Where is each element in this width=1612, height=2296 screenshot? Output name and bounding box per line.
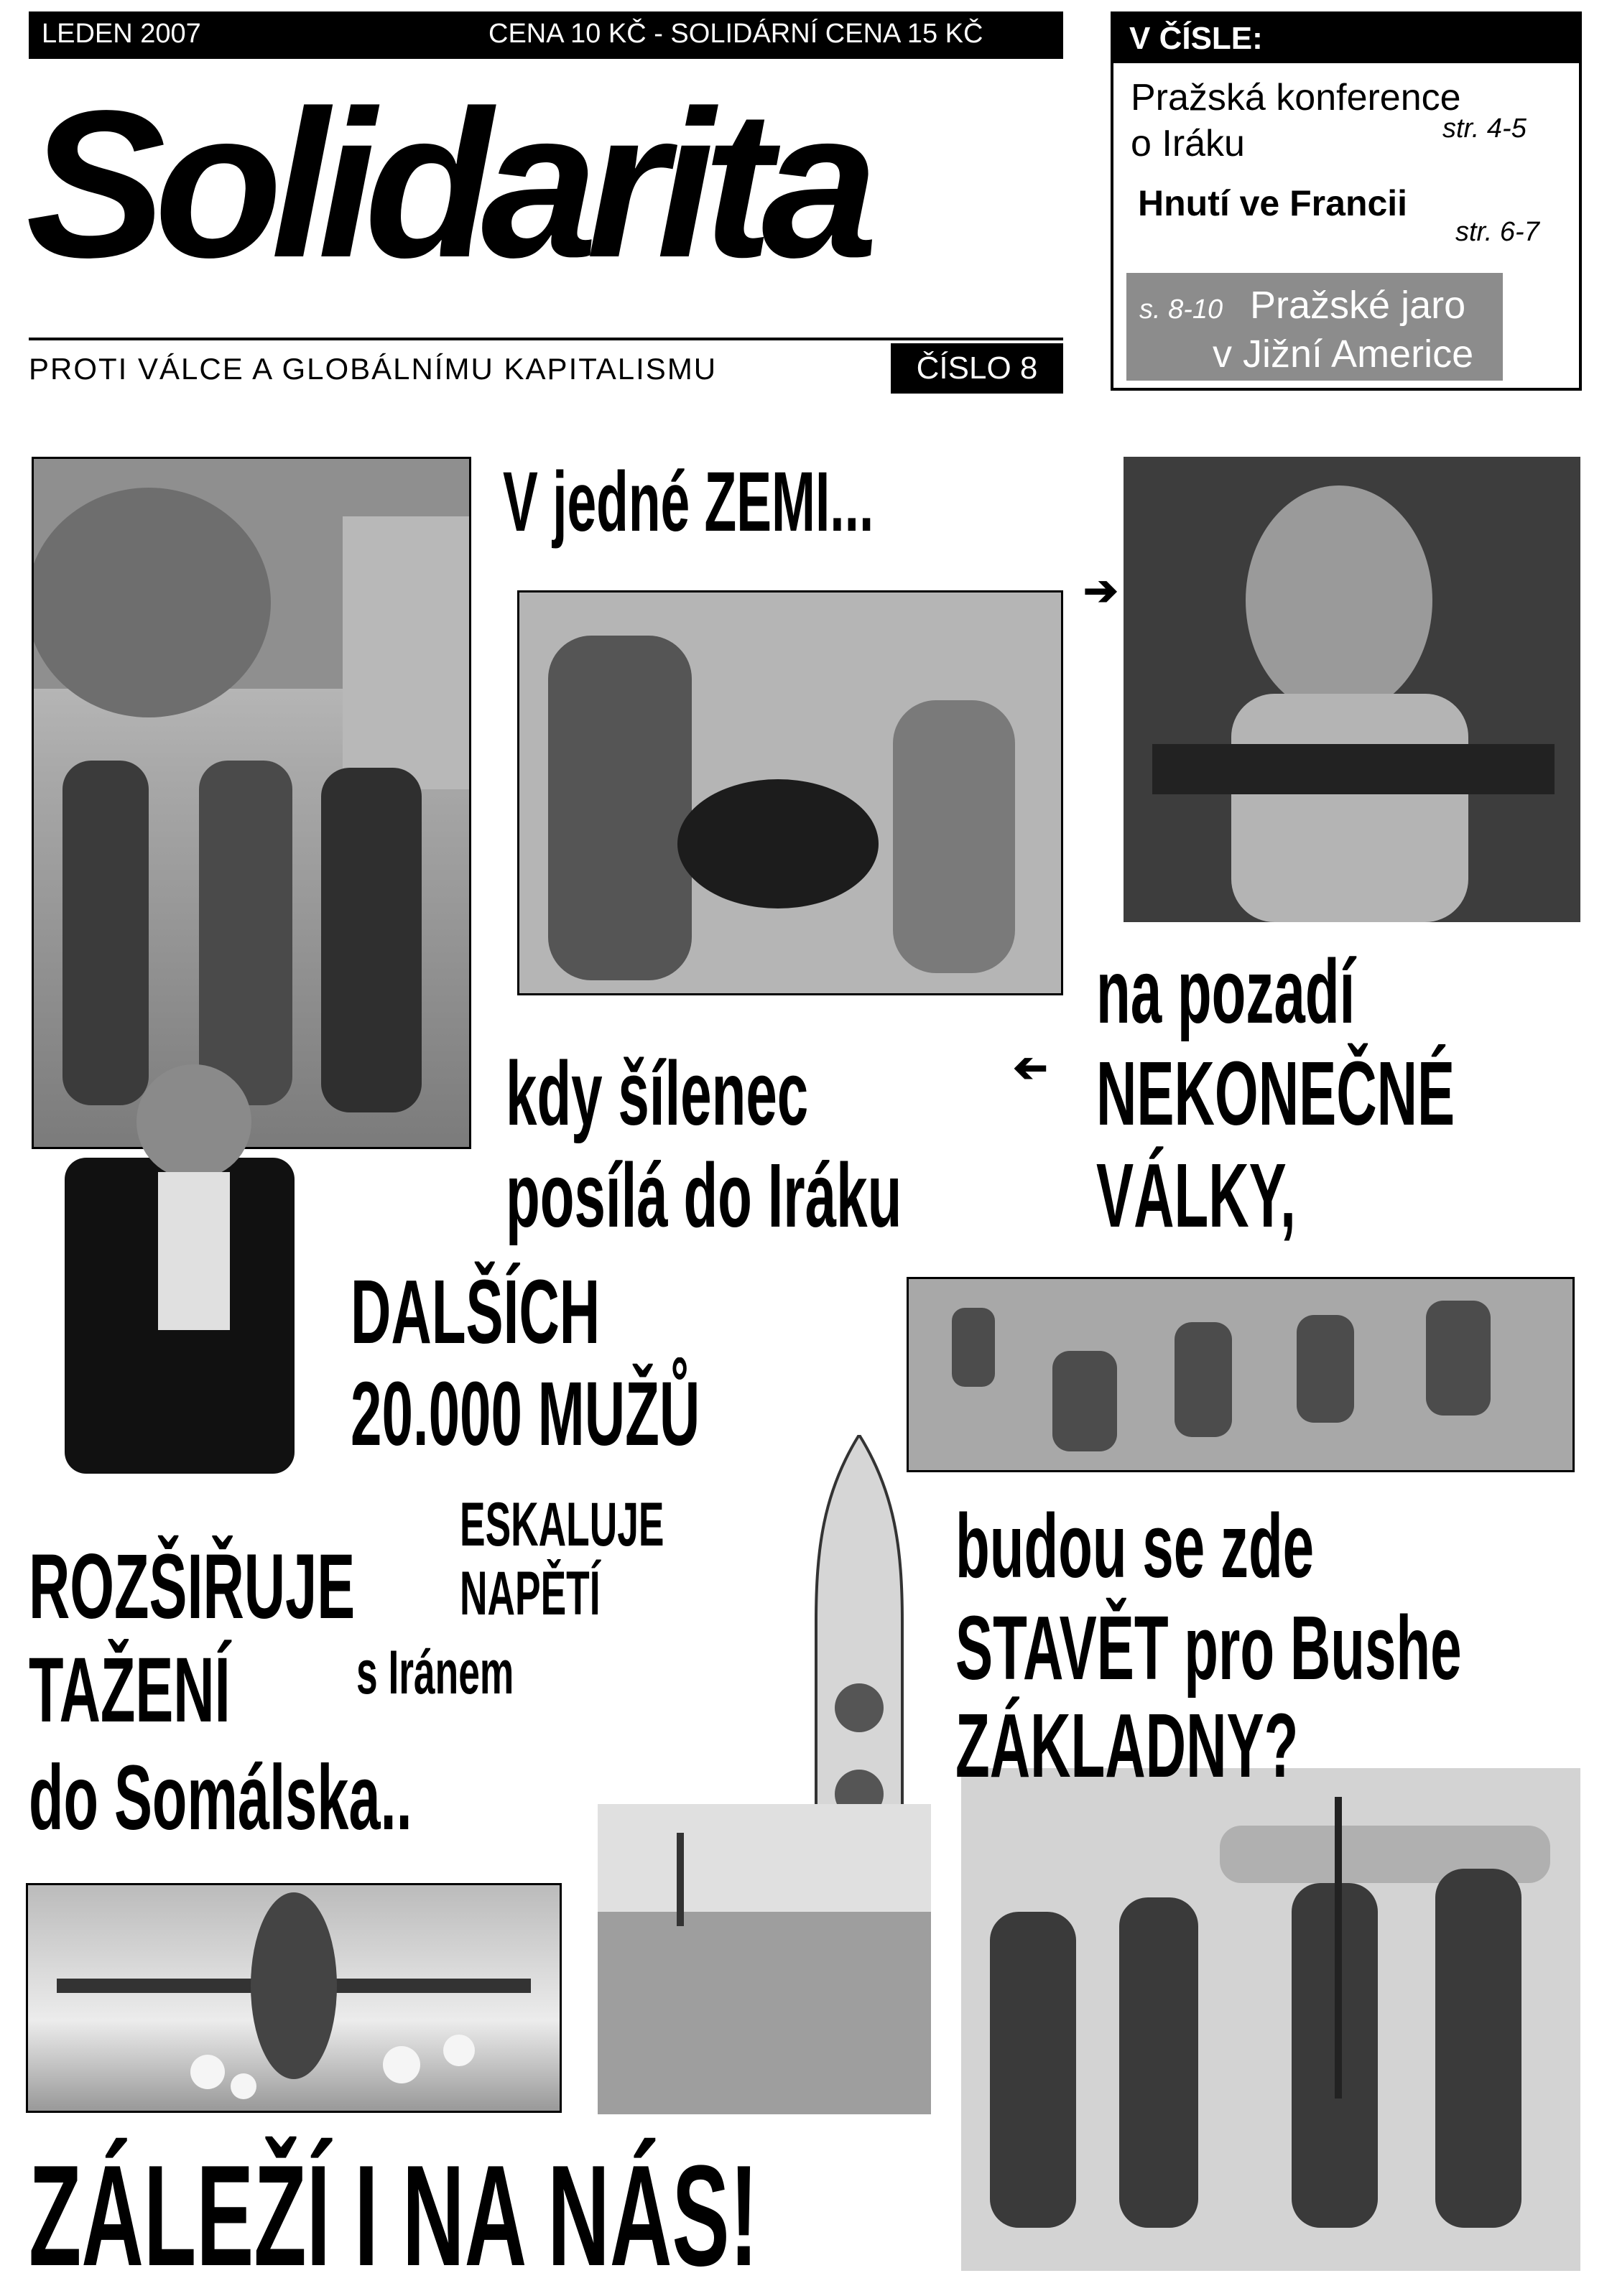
contents-item3-line2: v Jižní Americe	[1213, 333, 1474, 376]
headline-rozsiruje: ROZŠIŘUJE	[29, 1535, 356, 1638]
protest-illustration	[961, 1768, 1580, 2271]
headline-dalsich: DALŠÍCH	[351, 1261, 601, 1362]
soldier-dog-illustration	[519, 592, 1061, 993]
headline-s-iranem: s Iránem	[356, 1638, 514, 1707]
launch-site-photo	[598, 1804, 931, 2114]
headline-nekonecne: NEKONEČNÉ	[1096, 1043, 1455, 1144]
arrow-left-icon: ➔	[1013, 1044, 1048, 1091]
headline-na-pozadi: na pozadí	[1096, 941, 1356, 1042]
tagline-row	[29, 338, 1063, 395]
headline-valky: VÁLKY,	[1096, 1145, 1296, 1246]
headline-stavet-pro-bushe: STAVĚT pro Bushe	[955, 1597, 1462, 1698]
contents-item3-box	[1126, 273, 1503, 381]
contents-item1-line1: Pražská konference	[1131, 77, 1461, 118]
logo: Solidarita	[26, 67, 867, 301]
tagline: PROTI VÁLCE A GLOBÁLNÍMU KAPITALISMU	[29, 352, 718, 386]
contents-item1-pages: str. 4-5	[1442, 113, 1527, 144]
bush-illustration	[50, 1043, 323, 1488]
aircraft-illustration	[28, 1885, 560, 2111]
headline-kdy-silenec: kdy šílenec	[506, 1043, 809, 1144]
bush-seated-photo	[50, 1043, 323, 1488]
headline-do-somalska: do Somálska..	[29, 1747, 412, 1849]
protest-photo	[961, 1768, 1580, 2271]
masthead-bar	[29, 11, 1063, 59]
detainee-illustration	[1124, 457, 1580, 922]
contents-box	[1111, 11, 1582, 391]
contents-item3-pages: s. 8-10	[1139, 294, 1223, 325]
hooded-detainee-photo	[1124, 457, 1580, 922]
contents-item2-title: Hnutí ve Francii	[1138, 183, 1408, 223]
headline-posila-do-iraku: posílá do Iráku	[506, 1145, 902, 1246]
launch-site-illustration	[598, 1804, 931, 2114]
headline-napeti: NAPĚTÍ	[460, 1559, 601, 1628]
footer-headline: ZÁLEŽÍ I NA NÁS!	[29, 2136, 759, 2296]
headline-tazeni: TAŽENÍ	[29, 1639, 231, 1742]
soldier-dog-prisoner-photo	[517, 590, 1063, 995]
headline-v-jedne-zemi: V jedné ZEMI...	[503, 455, 874, 549]
boots-illustration	[909, 1279, 1572, 1470]
contents-item2-pages: str. 6-7	[1455, 217, 1539, 247]
contents-item3-line1: Pražské jaro	[1250, 284, 1466, 327]
military-aircraft-photo	[26, 1883, 562, 2113]
contents-item1-line2: o Iráku	[1131, 123, 1245, 164]
marching-boots-photo	[907, 1277, 1575, 1472]
price: CENA 10 KČ - SOLIDÁRNÍ CENA 15 KČ	[488, 19, 983, 49]
headline-20000-muzu: 20.000 MUŽŮ	[351, 1363, 700, 1464]
headline-zakladny: ZÁKLADNY?	[955, 1695, 1299, 1796]
headline-budou-se-zde: budou se zde	[955, 1495, 1315, 1596]
issue-date: LEDEN 2007	[42, 19, 201, 49]
headline-eskaluje: ESKALUJE	[460, 1490, 664, 1559]
contents-heading: V ČÍSLE:	[1113, 14, 1579, 63]
arrow-right-icon: ➔	[1083, 567, 1118, 614]
issue-number: ČÍSLO 8	[891, 343, 1063, 394]
